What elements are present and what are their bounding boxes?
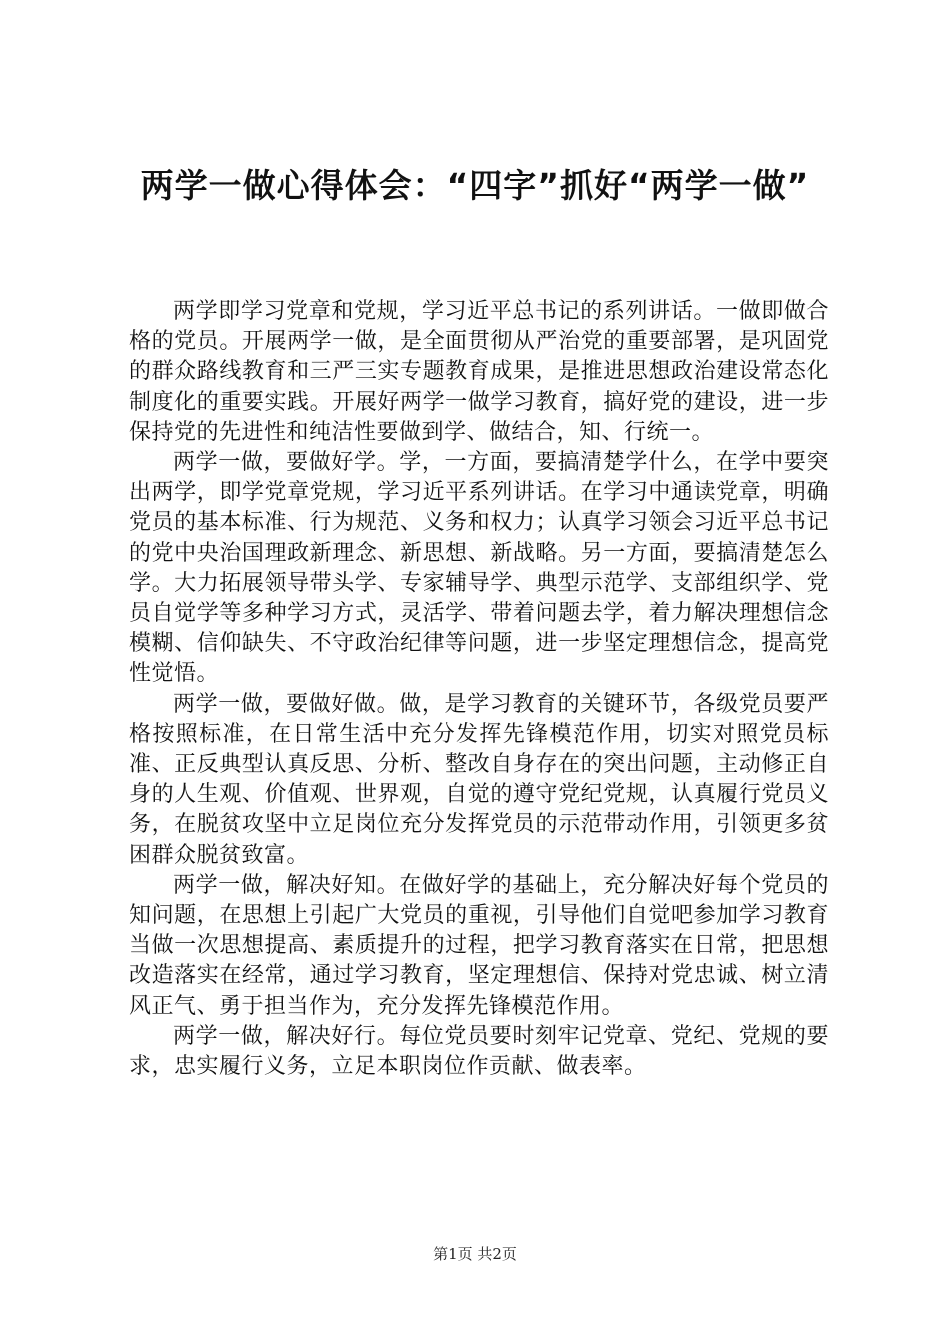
paragraph-5: 两学一做，解决好行。每位党员要时刻牢记党章、党纪、党规的要求，忠实履行义务，立足本职岗位作贡献、做表率。: [129, 1023, 829, 1080]
paragraph-2: 两学一做，要做好学。学，一方面，要搞清楚学什么，在学中要突出两学，即学党章党规，学习近平系列讲话。在学习中通读党章，明确党员的基本标准、行为规范、义务和权力；认真学习领会习近平总书记的党中央治国理政新理念、新思想、新战略。另一方面，要搞清楚怎么学。大力拓展领导带头学、专家辅导学、典型示范学、支部组织学、党员自觉学等多种学习方式，灵活学、带着问题去学，着力解决理想信念模糊、信仰缺失、不守政治纪律等问题，进一步坚定理想信念，提高党性觉悟。: [129, 450, 829, 687]
document-title: 两学一做心得体会：“四字”抓好“两学一做”: [140, 166, 810, 205]
paragraph-3: 两学一做，要做好做。做，是学习教育的关键环节，各级党员要严格按照标准，在日常生活中充分发挥先锋模范作用，切实对照党员标准、正反典型认真反思、分析、整改自身存在的突出问题，主动修正自身的人生观、价值观、世界观，自觉的遵守党纪党规，认真履行党员义务，在脱贫攻坚中立足岗位充分发挥党员的示范带动作用，引领更多贫困群众脱贫致富。: [129, 691, 829, 868]
paragraph-1: 两学即学习党章和党规，学习近平总书记的系列讲话。一做即做合格的党员。开展两学一做，是全面贯彻从严治党的重要部署，是巩固党的群众路线教育和三严三实专题教育成果，是推进思想政治建设常态化制度化的重要实践。开展好两学一做学习教育，搞好党的建设，进一步保持党的先进性和纯洁性要做到学、做结合，知、行统一。: [129, 299, 829, 445]
document-body: [129, 297, 829, 1082]
page-footer: 第1页 共2页: [433, 1245, 517, 1263]
paragraph-4: 两学一做，解决好知。在做好学的基础上，充分解决好每个党员的知问题，在思想上引起广大党员的重视，引导他们自觉吧参加学习教育当做一次思想提高、素质提升的过程，把学习教育落实在日常，把思想改造落实在经常，通过学习教育，坚定理想信、保持对党忠诚、树立清风正气、勇于担当作为，充分发挥先锋模范作用。: [129, 872, 829, 1019]
